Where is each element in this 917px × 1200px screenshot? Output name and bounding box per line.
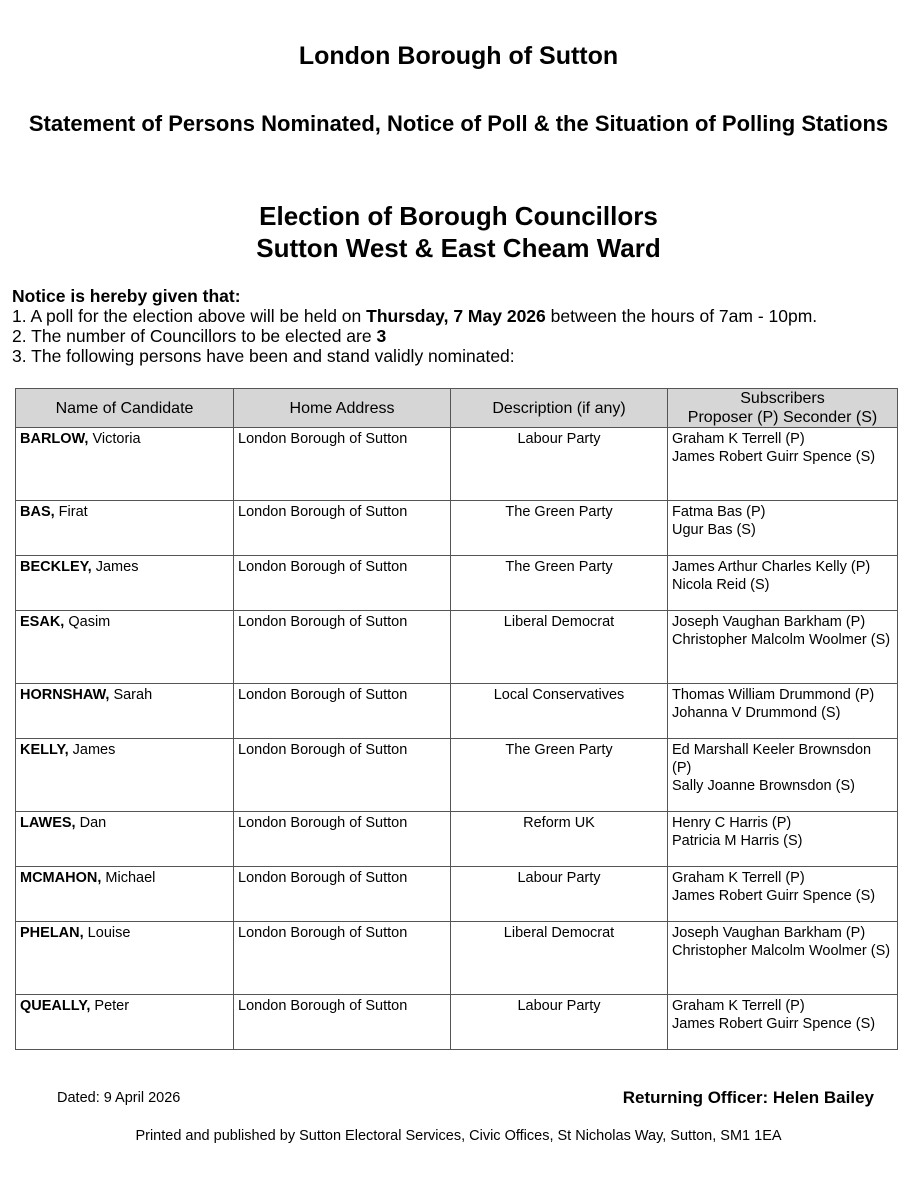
candidate-surname: KELLY, <box>20 742 69 758</box>
candidate-name <box>16 501 234 556</box>
candidate-description: Labour Party <box>451 428 668 501</box>
candidate-forename: Dan <box>75 815 107 831</box>
seconder: Nicola Reid (S) <box>672 577 770 593</box>
table-row <box>16 995 898 1050</box>
candidate-surname: QUEALLY, <box>20 998 91 1014</box>
candidate-description: The Green Party <box>451 501 668 556</box>
election-title-line1: Election of Borough Councillors <box>259 201 658 231</box>
candidate-address: London Borough of Sutton <box>234 428 451 501</box>
poll-date: Thursday, 7 May 2026 <box>366 306 546 326</box>
candidates-table <box>15 388 898 1050</box>
candidate-forename: Michael <box>101 870 156 886</box>
seconder: Patricia M Harris (S) <box>672 833 803 849</box>
notice-item-3: 3. The following persons have been and stand validly nominated: <box>12 346 515 366</box>
header-name: Name of Candidate <box>16 389 234 428</box>
proposer: Henry C Harris (P) <box>672 815 792 831</box>
candidate-surname: LAWES, <box>20 815 76 831</box>
candidate-name <box>16 995 234 1050</box>
candidate-subscribers <box>668 684 898 739</box>
candidate-surname: MCMAHON, <box>20 870 102 886</box>
header-subscribers-line1: Subscribers <box>740 390 825 407</box>
proposer: Fatma Bas (P) <box>672 504 766 520</box>
seconder: Sally Joanne Brownsdon (S) <box>672 778 855 794</box>
table-row <box>16 867 898 922</box>
candidate-name <box>16 739 234 812</box>
councillor-count: 3 <box>376 326 387 346</box>
candidate-forename: Victoria <box>88 431 141 447</box>
seconder: Christopher Malcolm Woolmer (S) <box>672 632 891 648</box>
candidate-subscribers <box>668 995 898 1050</box>
proposer: James Arthur Charles Kelly (P) <box>672 559 871 575</box>
candidate-surname: HORNSHAW, <box>20 687 110 703</box>
candidate-address: London Borough of Sutton <box>234 556 451 611</box>
notice-text <box>12 286 907 366</box>
candidate-subscribers <box>668 501 898 556</box>
seconder: Christopher Malcolm Woolmer (S) <box>672 943 891 959</box>
candidate-description: Liberal Democrat <box>451 922 668 995</box>
proposer: Thomas William Drummond (P) <box>672 687 875 703</box>
candidate-address: London Borough of Sutton <box>234 739 451 812</box>
dated-line: Dated: 9 April 2026 <box>57 1090 181 1106</box>
table-row <box>16 428 898 501</box>
candidate-description: Local Conservatives <box>451 684 668 739</box>
notice-item-1-suffix: between the hours of 7am - 10pm. <box>545 306 818 326</box>
proposer: Graham K Terrell (P) <box>672 870 805 886</box>
candidate-surname: BARLOW, <box>20 431 89 447</box>
proposer: Joseph Vaughan Barkham (P) <box>672 614 866 630</box>
table-row <box>16 812 898 867</box>
proposer: Graham K Terrell (P) <box>672 998 805 1014</box>
candidate-subscribers <box>668 812 898 867</box>
table-header-row <box>16 389 898 428</box>
candidate-name <box>16 556 234 611</box>
header-address: Home Address <box>234 389 451 428</box>
table-row <box>16 684 898 739</box>
candidate-name <box>16 867 234 922</box>
candidate-surname: BECKLEY, <box>20 559 92 575</box>
proposer: Ed Marshall Keeler Brownsdon (P) <box>672 742 872 776</box>
table-row <box>16 611 898 684</box>
seconder: James Robert Guirr Spence (S) <box>672 1016 876 1032</box>
candidate-subscribers <box>668 867 898 922</box>
returning-officer: Returning Officer: Helen Bailey <box>622 1088 874 1107</box>
notice-lead: Notice is hereby given that: <box>12 286 241 306</box>
candidate-address: London Borough of Sutton <box>234 501 451 556</box>
seconder: Johanna V Drummond (S) <box>672 705 841 721</box>
candidate-description: Reform UK <box>451 812 668 867</box>
proposer: Joseph Vaughan Barkham (P) <box>672 925 866 941</box>
notice-item-1-prefix: 1. A poll for the election above will be held on <box>12 306 367 326</box>
header-description: Description (if any) <box>451 389 668 428</box>
candidate-subscribers <box>668 428 898 501</box>
candidate-surname: BAS, <box>20 504 55 520</box>
candidate-address: London Borough of Sutton <box>234 867 451 922</box>
table-row <box>16 501 898 556</box>
imprint-line: Printed and published by Sutton Electoral Services, Civic Offices, St Nicholas Way, Sutton, SM1 1EA <box>135 1128 782 1144</box>
candidate-address: London Borough of Sutton <box>234 995 451 1050</box>
candidate-name <box>16 922 234 995</box>
candidate-forename: Qasim <box>64 614 111 630</box>
candidate-subscribers <box>668 739 898 812</box>
notice-item-1 <box>12 306 907 326</box>
seconder: James Robert Guirr Spence (S) <box>672 888 876 904</box>
seconder: Ugur Bas (S) <box>672 522 756 538</box>
proposer: Graham K Terrell (P) <box>672 431 805 447</box>
candidate-forename: Louise <box>83 925 131 941</box>
table-row <box>16 556 898 611</box>
candidate-description: The Green Party <box>451 739 668 812</box>
candidate-surname: PHELAN, <box>20 925 84 941</box>
candidate-description: Labour Party <box>451 995 668 1050</box>
table-row <box>16 922 898 995</box>
candidate-address: London Borough of Sutton <box>234 812 451 867</box>
candidate-address: London Borough of Sutton <box>234 684 451 739</box>
election-title-line2: Sutton West & East Cheam Ward <box>256 233 661 263</box>
candidate-description: The Green Party <box>451 556 668 611</box>
candidate-description: Liberal Democrat <box>451 611 668 684</box>
candidate-name <box>16 428 234 501</box>
seconder: James Robert Guirr Spence (S) <box>672 449 876 465</box>
candidate-subscribers <box>668 922 898 995</box>
candidate-forename: Sarah <box>109 687 153 703</box>
candidate-forename: Peter <box>90 998 130 1014</box>
candidate-forename: Firat <box>54 504 88 520</box>
council-title: London Borough of Sutton <box>298 42 619 70</box>
candidate-subscribers <box>668 611 898 684</box>
statement-title: Statement of Persons Nominated, Notice of Poll & the Situation of Polling Stations <box>28 111 889 136</box>
notice-item-2-prefix: 2. The number of Councillors to be elected are <box>12 326 377 346</box>
candidate-forename: James <box>68 742 116 758</box>
candidate-name <box>16 684 234 739</box>
election-title <box>0 200 917 264</box>
candidate-surname: ESAK, <box>20 614 65 630</box>
candidate-forename: James <box>91 559 139 575</box>
candidate-name <box>16 611 234 684</box>
candidate-subscribers <box>668 556 898 611</box>
candidate-name <box>16 812 234 867</box>
candidate-description: Labour Party <box>451 867 668 922</box>
candidate-address: London Borough of Sutton <box>234 922 451 995</box>
candidate-address: London Borough of Sutton <box>234 611 451 684</box>
table-row <box>16 739 898 812</box>
header-subscribers <box>668 389 898 428</box>
header-subscribers-line2: Proposer (P) Seconder (S) <box>687 409 878 426</box>
notice-item-2 <box>12 326 907 346</box>
